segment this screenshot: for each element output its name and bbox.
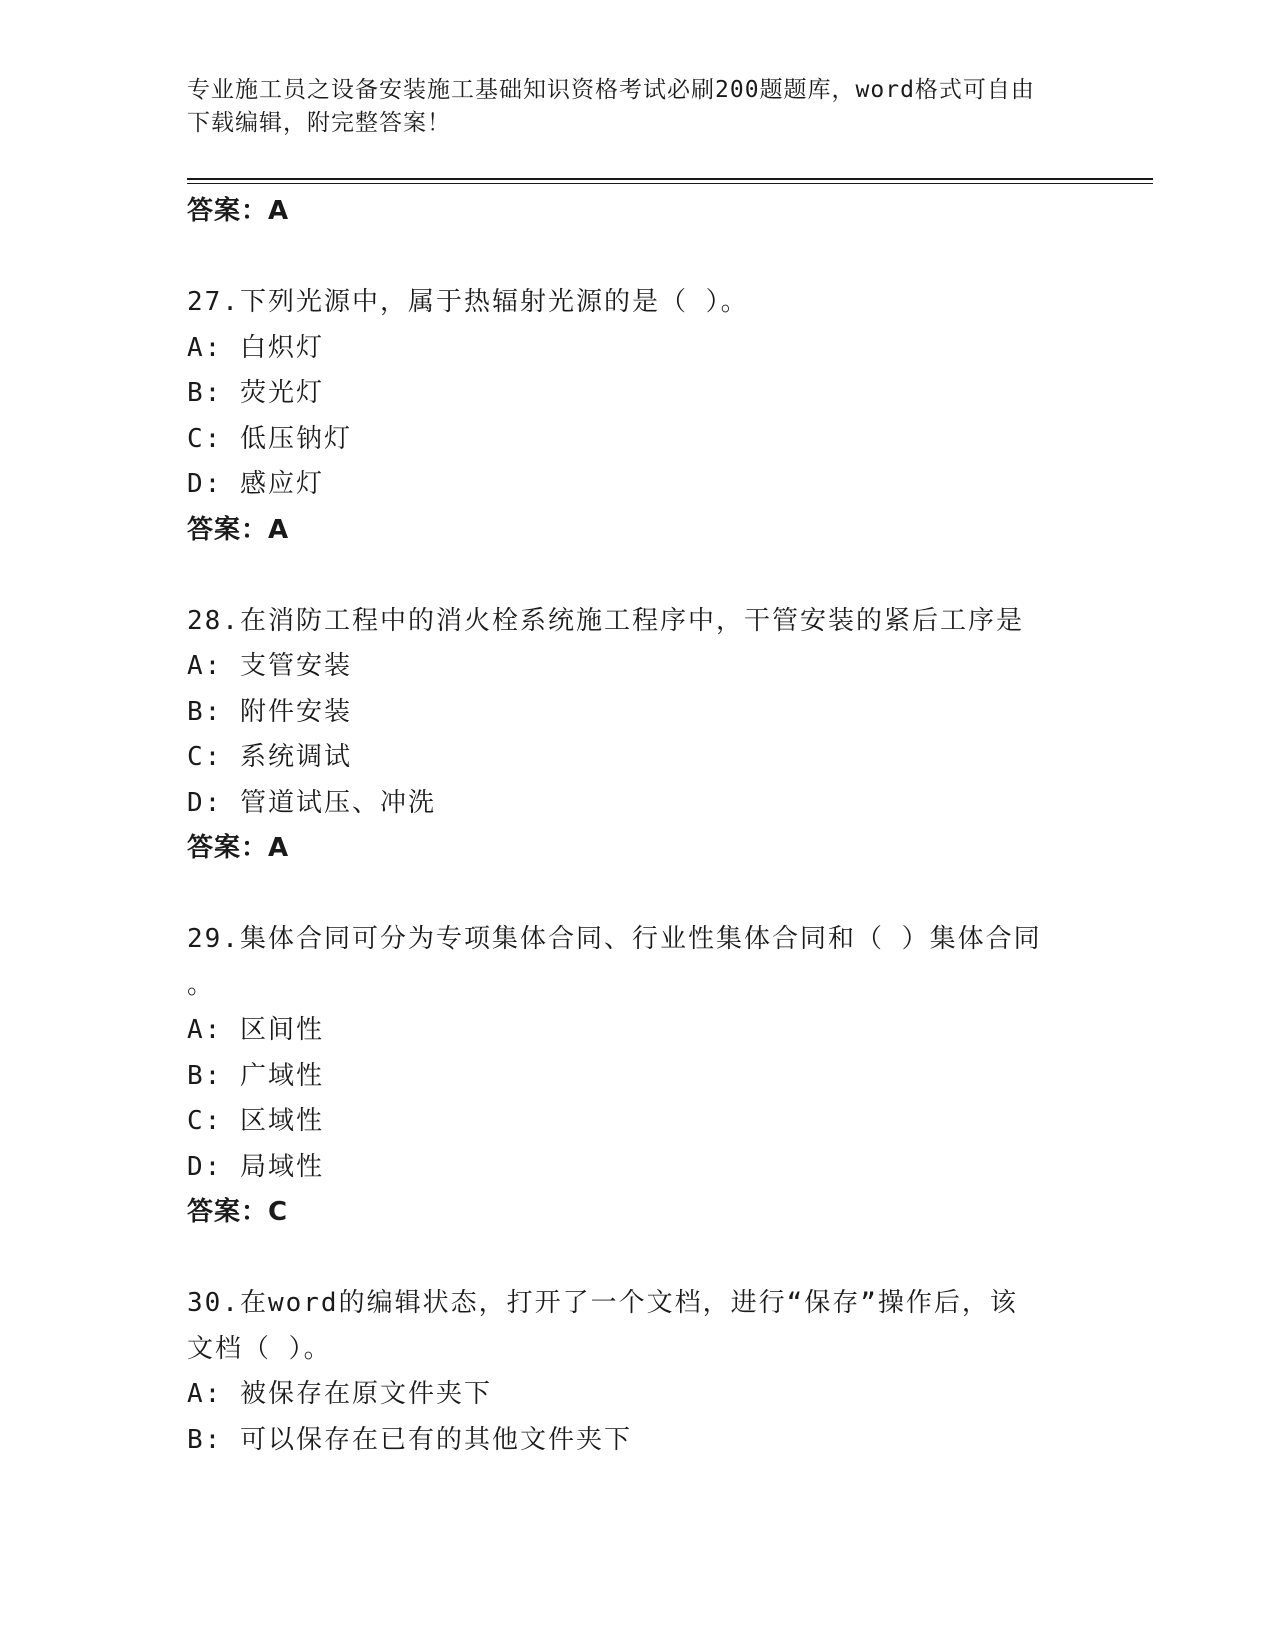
question-27-option-a: A: 白炽灯 [187,332,324,363]
header-line-2: 下载编辑，附完整答案！ [187,110,451,136]
question-27-answer: 答案：A [187,514,290,545]
question-28-answer: 答案：A [187,833,290,863]
question-29-text: 29.集体合同可分为专项集体合同、行业性集体合同和（ ）集体合同 [187,924,1042,954]
header-rule-thick [187,178,1153,180]
question-30-text: 30.在word的编辑状态，打开了一个文档，进行“保存”操作后，该 [187,1288,1018,1318]
spacer [187,235,1067,281]
question-29-option-a: A: 区间性 [187,1015,324,1045]
document-header [187,74,1067,140]
prev-question-answer: 答案：A [187,196,290,226]
spacer [187,872,1067,918]
question-29-option-b: B: 广域性 [187,1060,324,1091]
question-28-option-d: D: 管道试压、冲洗 [187,787,436,818]
question-28-option-b: B: 附件安装 [187,696,352,727]
question-30-option-b: B: 可以保存在已有的其他文件夹下 [187,1424,632,1455]
question-27-option-b: B: 荧光灯 [187,378,324,408]
question-27-option-d: D: 感应灯 [187,469,324,499]
question-list [187,189,1067,1463]
question-29-option-c: C: 区域性 [187,1106,324,1136]
question-27-option-c: C: 低压钠灯 [187,423,352,454]
question-30-option-a: A: 被保存在原文件夹下 [187,1379,492,1409]
question-29-text-continued: 。 [187,969,216,1000]
question-29-answer: 答案：C [187,1197,289,1227]
question-28-option-c: C: 系统调试 [187,742,352,772]
question-27-text: 27.下列光源中，属于热辐射光源的是（ ）。 [187,287,749,317]
question-30-text-continued: 文档（ ）。 [187,1333,332,1364]
spacer [187,1236,1067,1282]
header-line-1: 专业施工员之设备安装施工基础知识资格考试必刷200题题库，word格式可自由 [187,77,1035,103]
question-29-option-d: D: 局域性 [187,1151,324,1182]
question-28-option-a: A: 支管安装 [187,651,352,681]
question-28-text: 28.在消防工程中的消火栓系统施工程序中，干管安装的紧后工序是 [187,605,1024,636]
header-rule-thin [187,183,1153,184]
spacer [187,553,1067,599]
document-page [187,0,1157,1650]
